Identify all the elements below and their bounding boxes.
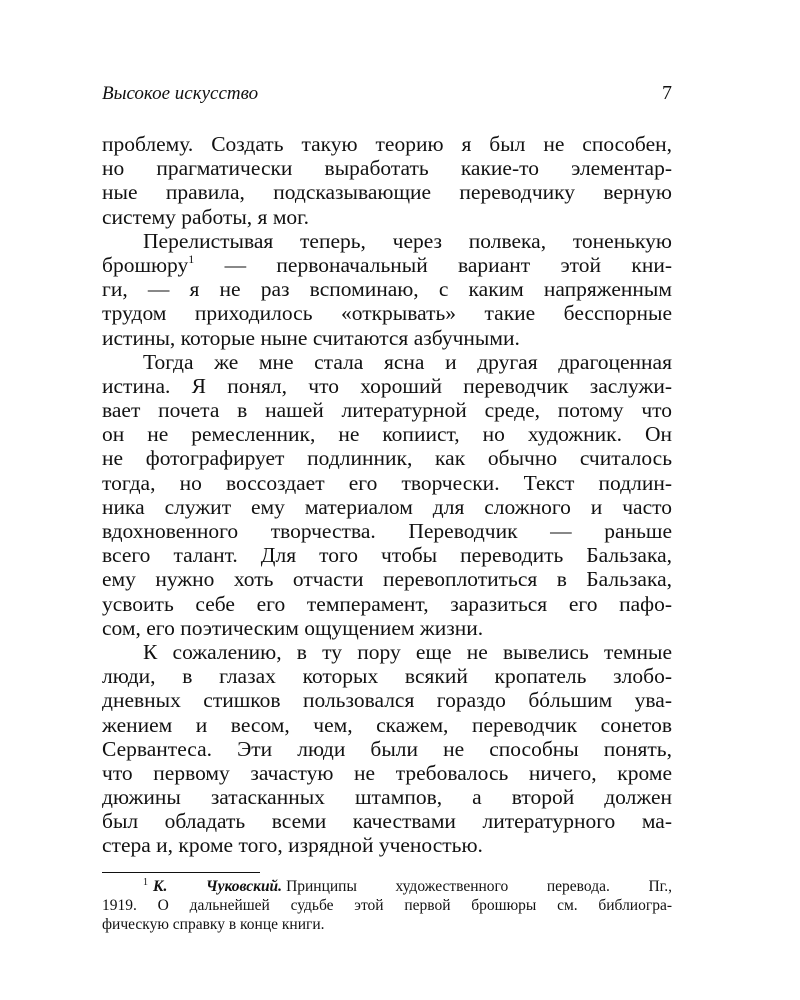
- running-head: [102, 82, 672, 108]
- footnote-line: [102, 877, 672, 896]
- footnote-line: фическую справку в конце книги.: [102, 915, 325, 933]
- footnote-line: 1919. О дальнейшей судьбе этой первой брошюры см. библиогра-: [102, 896, 672, 914]
- text-line: истины, которые ныне считаются азбучными.: [102, 325, 520, 350]
- text-line: ные правила, подсказывающие переводчику верную: [102, 180, 672, 205]
- paragraph-3: [102, 350, 672, 640]
- text-line: Сервантеса. Эти люди были не способны понять,: [102, 736, 672, 761]
- text-line-with-footnote: [102, 253, 672, 277]
- text-line: Перелистывая теперь, через полвека, тоненькую: [143, 228, 672, 253]
- text-line: проблему. Создать такую теорию я был не способен,: [102, 132, 672, 156]
- footnote-mark: 1: [143, 876, 148, 888]
- text-line: трудом приходилось «открывать» такие бесспорные: [102, 301, 672, 326]
- text-fragment: брошюру: [102, 252, 189, 277]
- running-title: Высокое искусство: [102, 83, 259, 104]
- book-page: [102, 82, 672, 934]
- text-line: дневных стишков пользовался гораздо бóльшим ува-: [102, 688, 672, 713]
- text-line: был обладать всеми качествами литературного ма-: [102, 809, 672, 834]
- text-line: что первому зачастую не требовалось ничего, кроме: [102, 760, 672, 785]
- text-line: не фотографирует подлинник, как обычно считалось: [102, 446, 672, 471]
- paragraph-2: [102, 229, 672, 350]
- footnote-reference: 1: [188, 251, 195, 266]
- footnote: [102, 877, 672, 934]
- text-line: сом, его поэтическим ощущением жизни.: [102, 615, 484, 640]
- text-line: усвоить себе его темперамент, заразиться его пафо-: [102, 591, 672, 616]
- body-text: [102, 132, 672, 858]
- text-line: стера и, кроме того, изрядной ученостью.: [102, 833, 483, 858]
- text-line: тогда, но воссоздает его творчески. Текст подлин-: [102, 470, 672, 495]
- text-line: всего талант. Для того чтобы переводить Бальзака,: [102, 543, 672, 568]
- footnote-text: Принципы художественного перевода. Пг.,: [286, 877, 673, 895]
- text-line: он не ремесленник, не копиист, но художник. Он: [102, 422, 672, 447]
- text-line: истина. Я понял, что хороший переводчик заслужи-: [102, 373, 672, 398]
- text-line: жением и весом, чем, скажем, переводчик сонетов: [102, 712, 672, 737]
- text-line: ги, — я не раз вспоминаю, с каким напряженным: [102, 277, 672, 302]
- footnote-divider: [102, 872, 260, 873]
- text-fragment: — первоначальный вариант этой кни-: [194, 252, 672, 277]
- text-line: ника служит ему материалом для сложного и часто: [102, 494, 672, 519]
- text-line: Тогда же мне стала ясна и другая драгоценная: [143, 349, 672, 374]
- text-line: дюжины затасканных штампов, а второй должен: [102, 785, 672, 810]
- text-line: К сожалению, в ту пору еще не вывелись темные: [143, 639, 672, 664]
- text-line: ему нужно хоть отчасти перевоплотиться в Бальзака,: [102, 567, 672, 592]
- page-number: 7: [662, 82, 672, 104]
- footnote-author: К. Чуковский.: [153, 877, 283, 895]
- text-line: вает почета в нашей литературной среде, потому что: [102, 398, 672, 423]
- text-line: но прагматически выработать какие-то элементар-: [102, 156, 672, 181]
- text-line: люди, в глазах которых всякий кропатель злобо-: [102, 664, 672, 689]
- text-line: вдохновенного творчества. Переводчик — раньше: [102, 519, 672, 543]
- paragraph-1: [102, 132, 672, 229]
- paragraph-4: [102, 640, 672, 858]
- text-line: систему работы, я мог.: [102, 204, 309, 229]
